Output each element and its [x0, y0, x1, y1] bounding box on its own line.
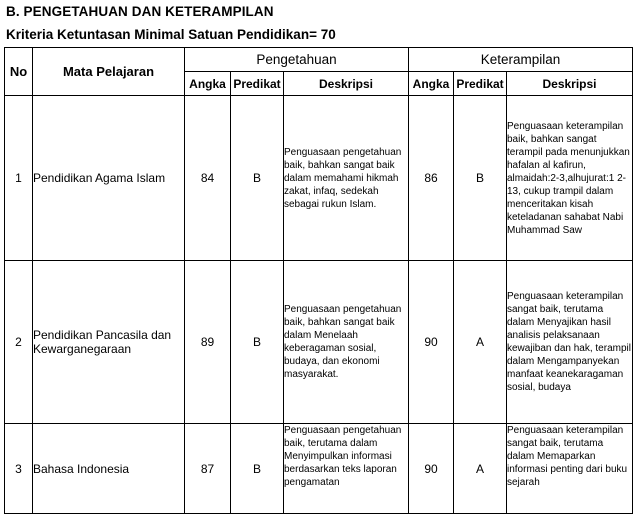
- skills-description: Penguasaan keterampilan baik, bahkan sangat terampil pada menunjukkan hafalan al kafirun, almaidah:2-3,alhujurat:1 2-13, cukup trampil dalam menceritakan kisah keteladanan sahabat Nabi Muhammad Saw: [507, 96, 633, 261]
- header-knowledge-grade: Predikat: [231, 72, 284, 96]
- row-subject: Pendidikan Pancasila dan Kewarganegaraan: [33, 261, 185, 424]
- knowledge-grade: B: [231, 424, 284, 514]
- header-skills-description: Deskripsi: [507, 72, 633, 96]
- header-knowledge-description: Deskripsi: [284, 72, 409, 96]
- skills-grade: B: [454, 96, 507, 261]
- table-row: [5, 261, 633, 424]
- knowledge-description: Penguasaan pengetahuan baik, bahkan sangat baik dalam Menelaah keberagaman sosial, budaya, dan ekonomi masyarakat.: [284, 261, 409, 424]
- skills-score: 90: [409, 261, 454, 424]
- row-no: 1: [5, 96, 33, 261]
- skills-score: 90: [409, 424, 454, 514]
- knowledge-description: Penguasaan pengetahuan baik, bahkan sangat baik dalam memahami hikmah zakat, infaq, sedekah sebagai rukun Islam.: [284, 96, 409, 261]
- criteria-text: Kriteria Ketuntasan Minimal Satuan Pendidikan= 70: [6, 27, 336, 42]
- header-no: No: [5, 48, 33, 96]
- row-subject: Bahasa Indonesia: [33, 424, 185, 514]
- header-skills-grade: Predikat: [454, 72, 507, 96]
- header-skills-score: Angka: [409, 72, 454, 96]
- skills-description: Penguasaan keterampilan sangat baik, terutama dalam Memaparkan informasi penting dari buku sejarah: [507, 424, 633, 514]
- knowledge-description: Penguasaan pengetahuan baik, terutama dalam Menyimpulkan informasi berdasarkan teks laporan pengamatan: [284, 424, 409, 514]
- row-no: 3: [5, 424, 33, 514]
- grades-table: [4, 47, 633, 514]
- skills-description: Penguasaan keterampilan sangat baik, terutama dalam Menyajikan hasil analisis pelaksanaan kewajiban dan hak, terampil dalam Mengampanyekan manfaat keanekaragaman sosial, budaya: [507, 261, 633, 424]
- knowledge-score: 84: [185, 96, 231, 261]
- header-skills: Keterampilan: [409, 48, 633, 72]
- knowledge-grade: B: [231, 261, 284, 424]
- knowledge-grade: B: [231, 96, 284, 261]
- knowledge-score: 89: [185, 261, 231, 424]
- row-no: 2: [5, 261, 33, 424]
- header-knowledge-score: Angka: [185, 72, 231, 96]
- row-subject: Pendidikan Agama Islam: [33, 96, 185, 261]
- table-row: [5, 424, 633, 514]
- header-row-groups: [5, 48, 633, 72]
- skills-score: 86: [409, 96, 454, 261]
- skills-grade: A: [454, 424, 507, 514]
- knowledge-score: 87: [185, 424, 231, 514]
- section-title: B. PENGETAHUAN DAN KETERAMPILAN: [6, 4, 274, 19]
- header-subject: Mata Pelajaran: [33, 48, 185, 96]
- skills-grade: A: [454, 261, 507, 424]
- header-knowledge: Pengetahuan: [185, 48, 409, 72]
- table-row: [5, 96, 633, 261]
